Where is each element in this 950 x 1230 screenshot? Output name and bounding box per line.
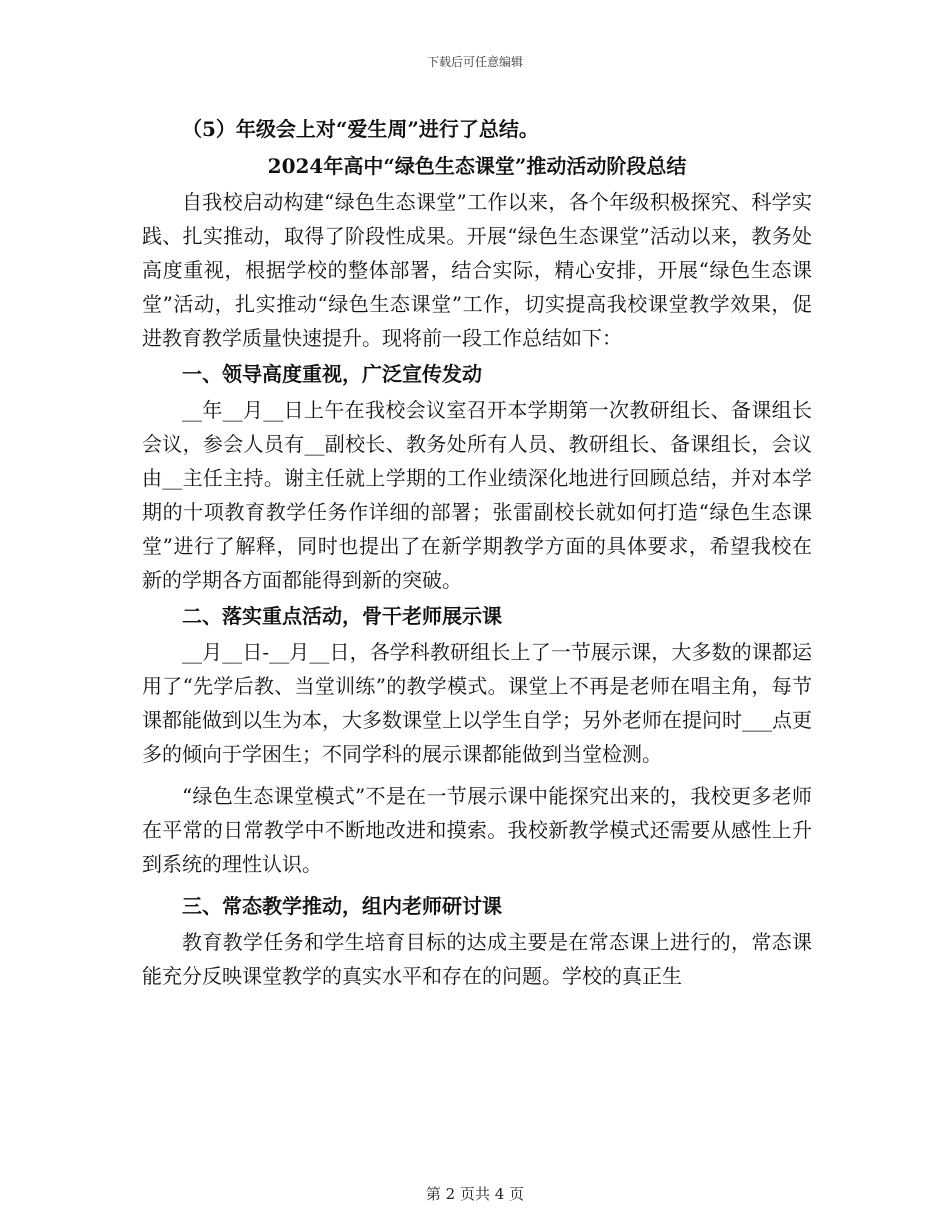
page-header: 下载后可任意编辑	[426, 55, 523, 69]
section-heading-2: 二、落实重点活动，骨干老师展示课	[182, 604, 502, 628]
intro-paragraph: 自我校启动构建“绿色生态课堂”工作以来，各个年级积极探究、科学实践、扎实推动，取得了阶段性成果。开展“绿色生态课堂”活动以来，教务处高度重视，根据学校的整体部署，结合实际，精心安排，开展“绿色生态课堂”活动，扎实推动“绿色生态课堂”工作，切实提高我校课堂教学效果，促进教育教学质量快速提升。现将前一段工作总结如下：	[142, 190, 812, 350]
section-heading-1: 一、领导高度重视，广泛宣传发动	[182, 362, 482, 386]
section-2-paragraph-2: “绿色生态课堂模式”不是在一节展示课中能探究出来的，我校更多老师在平常的日常教学中不断地改进和摸索。我校新教学模式还需要从感性上升到系统的理性认识。	[142, 784, 812, 876]
document-title: 2024年高中“绿色生态课堂”推动活动阶段总结	[267, 154, 687, 178]
document-body	[142, 112, 812, 993]
page-footer: 第 2 页共 4 页	[425, 1185, 525, 1203]
section-2-paragraph-1: __月__日-__月__日，各学科教研组长上了一节展示课，大多数的课都运用了“先学后教、当堂训练”的教学模式。课堂上不再是老师在唱主角，每节课都能做到以生为本，大多数课堂上以学生自学；另外老师在提问时___点更多的倾向于学困生；不同学科的展示课都能做到当堂检测。	[142, 640, 812, 766]
section-heading-3: 三、常态教学推动，组内老师研讨课	[182, 894, 502, 918]
leading-item: （5）年级会上对“爱生周”进行了总结。	[182, 117, 539, 141]
section-3-paragraph-1: 教育教学任务和学生培育目标的达成主要是在常态课上进行的，常态课能充分反映课堂教学的真实水平和存在的问题。学校的真正生	[142, 930, 812, 988]
section-1-paragraph-1: __年__月__日上午在我校会议室召开本学期第一次教研组长、备课组长会议，参会人员有__副校长、教务处所有人员、教研组长、备课组长，会议由__主任主持。谢主任就上学期的工作业绩深化地进行回顾总结，并对本学期的十项教育教学任务作详细的部署；张雷副校长就如何打造“绿色生态课堂”进行了解释，同时也提出了在新学期教学方面的具体要求，希望我校在新的学期各方面都能得到新的突破。	[142, 398, 812, 592]
